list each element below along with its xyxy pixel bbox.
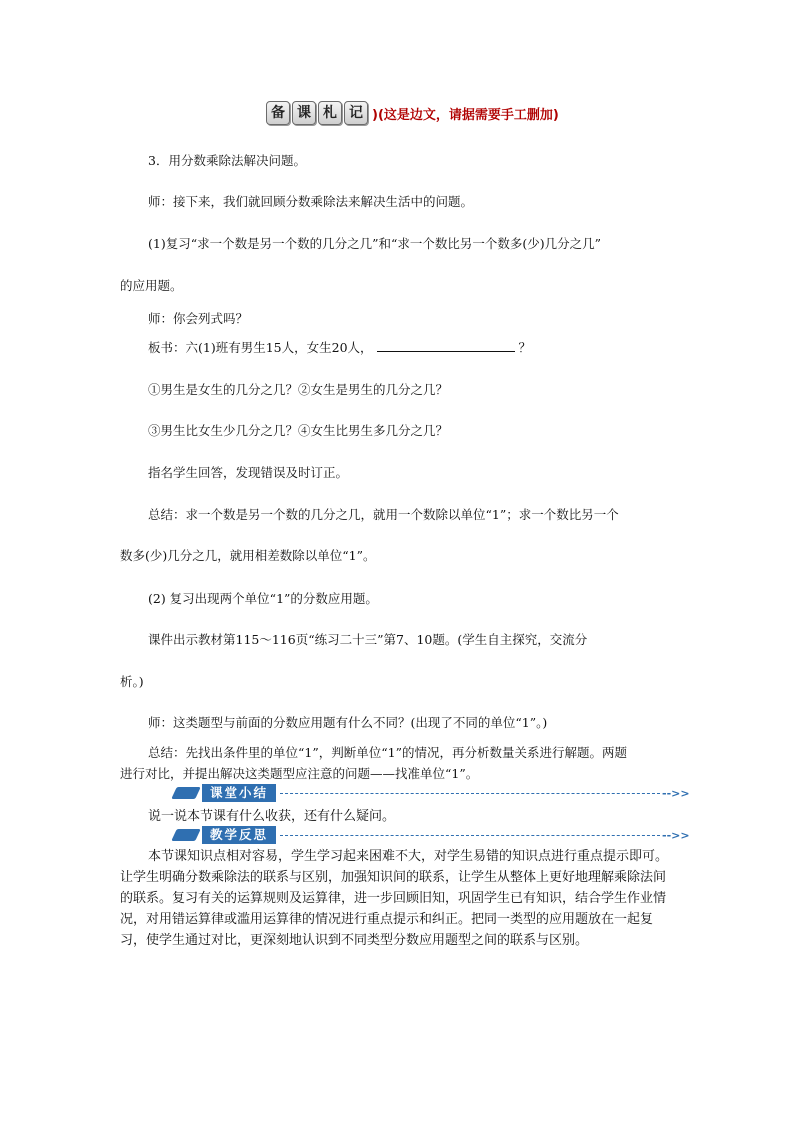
question-line: ①男生是女生的几分之几？②女生是男生的几分之几？ (148, 382, 449, 397)
board-writing-text: 板书：六(1)班有男生15人，女生20人， (148, 340, 373, 355)
title-char: 记 (344, 101, 368, 125)
banner-icon (172, 827, 202, 843)
board-writing (148, 338, 531, 356)
section-heading: 3．用分数乘除法解决问题。 (148, 153, 306, 168)
double-arrow-icon: -->> (662, 786, 690, 800)
paragraph: 师：你会列式吗？ (148, 311, 249, 326)
summary-paragraph: 总结：先找出条件里的单位“1”，判断单位“1”的情况，再分析数量关系进行解题。两题 (148, 745, 627, 760)
board-writing-end: ？ (518, 340, 532, 355)
banner-divider (280, 835, 660, 836)
banner-icon (172, 785, 202, 801)
class-summary-label: 课堂小结 (202, 784, 276, 802)
paragraph-continuation: 进行对比，并提出解决这类题型应注意的问题——找准单位“1”。 (120, 766, 479, 781)
double-arrow-icon: -->> (662, 828, 690, 842)
teaching-reflection-text: 本节课知识点相对容易，学生学习起来困难不大，对学生易错的知识点进行重点提示即可。让学生明确分数乘除法的联系与区别，加强知识间的联系，让学生从整体上更好地理解乘除法间的联系。复习有关的运算规则及运算律，进一步回顾旧知，巩固学生已有知识，结合学生作业情况，对用错运算律或滥用运算律的情况进行重点提示和纠正。把同一类型的应用题放在一起复习，使学生通过对比，更深刻地认识到不同类型分数应用题型之间的联系与区别。 (120, 849, 669, 948)
paragraph: 指名学生回答，发现错误及时订正。 (148, 465, 349, 480)
paragraph: 师：这类题型与前面的分数应用题有什么不同？(出现了不同的单位“1”。) (148, 715, 548, 730)
title-char: 札 (318, 101, 342, 125)
class-summary-banner (172, 784, 690, 802)
paragraph: 课件出示教材第115～116页“练习二十三”第7、10题。(学生自主探究，交流分 (148, 632, 588, 647)
answer-blank (377, 340, 515, 352)
paragraph-continuation: 的应用题。 (120, 278, 183, 293)
title-char: 备 (266, 101, 290, 125)
paragraph: (1)复习“求一个数是另一个数的几分之几”和“求一个数比另一个数多(少)几分之几” (148, 236, 602, 251)
paragraph: 师：接下来，我们就回顾分数乘除法来解决生活中的问题。 (148, 194, 474, 209)
lesson-notes-title (266, 101, 370, 125)
banner-divider (280, 793, 660, 794)
class-summary-text: 说一说本节课有什么收获，还有什么疑问。 (148, 809, 396, 824)
summary-paragraph: 总结：求一个数是另一个数的几分之几，就用一个数除以单位“1”；求一个数比另一个 (148, 507, 619, 522)
margin-note-hint: )(这是边文，请据需要手工删加) (372, 107, 559, 123)
paragraph: (2) 复习出现两个单位“1”的分数应用题。 (148, 591, 378, 606)
question-line: ③男生比女生少几分之几？④女生比男生多几分之几？ (148, 423, 449, 438)
teaching-reflection-label: 教学反思 (202, 826, 276, 844)
title-char: 课 (292, 101, 316, 125)
paragraph-continuation: 数多(少)几分之几，就用相差数除以单位“1”。 (120, 548, 376, 563)
teaching-reflection-banner (172, 826, 690, 844)
lesson-notes-header (266, 100, 559, 126)
paragraph-continuation: 析。) (120, 674, 144, 689)
